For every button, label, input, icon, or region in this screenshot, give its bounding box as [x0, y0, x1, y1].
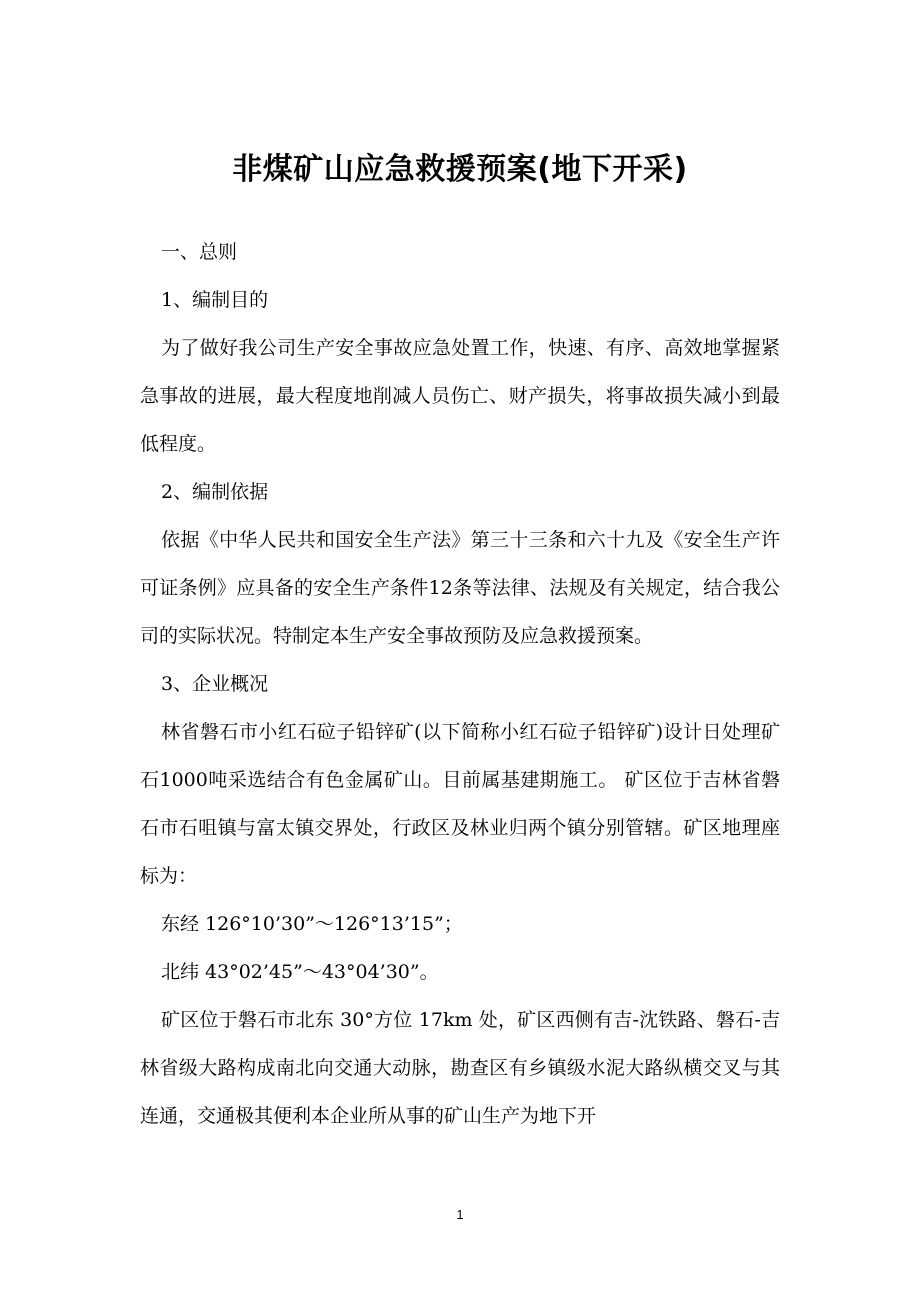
- subsection-heading: 1、编制目的: [161, 289, 269, 311]
- body-paragraph: 为了做好我公司生产安全事故应急处置工作，快速、有序、高效地掌握紧急事故的进展，最大程度地削减人员伤亡、财产损失，将事故损失减小到最低程度。: [140, 337, 780, 455]
- coordinate-line: 东经 126°10’30”～126°13’15”；: [161, 913, 463, 935]
- coordinate-line: 北纬 43°02’45”～43°04’30”。: [161, 961, 439, 983]
- subsection-heading: 3、企业概况: [161, 673, 269, 695]
- page-number: 1: [456, 1207, 464, 1222]
- section-heading: 一、总则: [161, 241, 238, 263]
- body-paragraph: 矿区位于磐石市北东 30°方位 17km 处，矿区西侧有吉-沈铁路、磐石-吉林省级大路构成南北向交通大动脉，勘查区有乡镇级水泥大路纵横交叉与其连通，交通极其便利本企业所从事的矿山生产为地下开: [140, 1009, 780, 1127]
- body-paragraph: 依据《中华人民共和国安全生产法》第三十三条和六十九及《安全生产许可证条例》应具备的安全生产条件12条等法律、法规及有关规定，结合我公司的实际状况。特制定本生产安全事故预防及应急救援预案。: [140, 529, 780, 647]
- document-title: 非煤矿山应急救援预案(地下开采): [232, 152, 688, 187]
- body-paragraph: 林省磐石市小红石砬子铅锌矿(以下简称小红石砬子铅锌矿)设计日处理矿石1000吨采选结合有色金属矿山。目前属基建期施工。 矿区位于吉林省磐石市石咀镇与富太镇交界处，行政区及林业归两个镇分别管辖。矿区地理座标为：: [140, 721, 780, 887]
- subsection-heading: 2、编制依据: [161, 481, 269, 503]
- document-body: [140, 228, 780, 1140]
